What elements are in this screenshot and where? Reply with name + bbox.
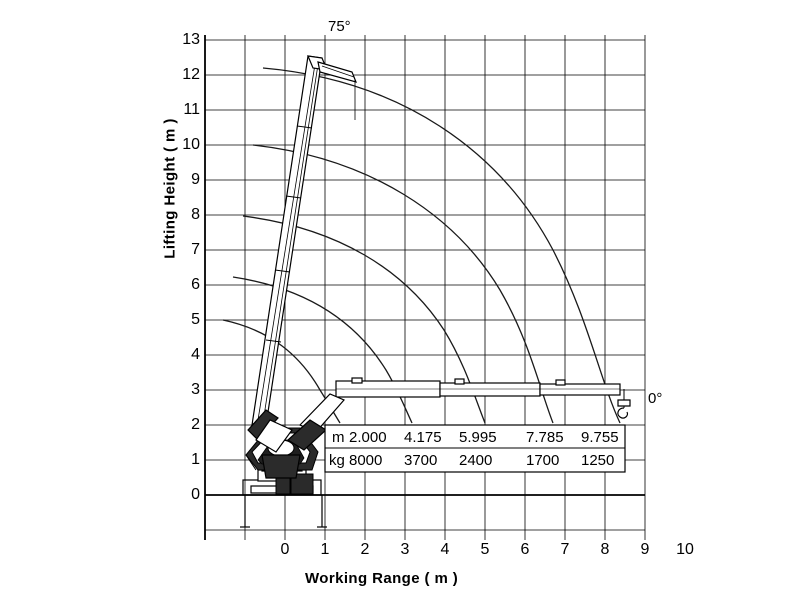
x-tick-2: 2 — [360, 541, 370, 558]
load-table-capacity-3: 2400 — [459, 452, 493, 469]
x-tick-5: 5 — [480, 541, 490, 558]
load-table-capacity-5: 1250 — [581, 452, 615, 469]
load-table-reach-2: 4.175 — [404, 429, 442, 446]
y-axis-title: Lifting Height ( m ) — [161, 118, 179, 259]
x-tick-10: 10 — [676, 541, 694, 558]
y-tick-2: 2 — [191, 416, 200, 433]
x-axis-title: Working Range ( m ) — [305, 570, 459, 587]
x-tick-8: 8 — [600, 541, 610, 558]
x-tick-3: 3 — [400, 541, 410, 558]
load-table-reach-1: 2.000 — [349, 429, 387, 446]
x-tick-7: 7 — [560, 541, 570, 558]
y-tick-11: 11 — [183, 101, 200, 118]
load-table-reach-5: 9.755 — [581, 429, 619, 446]
x-tick-6: 6 — [520, 541, 530, 558]
max-angle-label: 75° — [328, 18, 351, 35]
x-tick-4: 4 — [440, 541, 450, 558]
x-tick-1: 1 — [320, 541, 330, 558]
load-table-reach-4: 7.785 — [526, 429, 564, 446]
y-tick-7: 7 — [191, 241, 200, 258]
y-tick-3: 3 — [191, 381, 200, 398]
load-table-capacity-2: 3700 — [404, 452, 438, 469]
load-table-row-header-m: m — [332, 429, 345, 446]
load-table-reach-3: 5.995 — [459, 429, 497, 446]
load-table-row-header-kg: kg — [329, 452, 345, 469]
y-tick-1: 1 — [191, 451, 200, 468]
load-table-capacity-4: 1700 — [526, 452, 560, 469]
y-tick-13: 13 — [182, 31, 200, 48]
x-tick-9: 9 — [640, 541, 650, 558]
y-tick-9: 9 — [191, 171, 200, 188]
y-tick-0: 0 — [191, 486, 200, 503]
y-tick-12: 12 — [182, 66, 200, 83]
x-tick-0: 0 — [280, 541, 290, 558]
y-tick-6: 6 — [191, 276, 200, 293]
y-tick-4: 4 — [191, 346, 200, 363]
y-tick-10: 10 — [182, 136, 200, 153]
min-angle-label: 0° — [648, 390, 663, 407]
y-tick-8: 8 — [191, 206, 200, 223]
y-tick-5: 5 — [191, 311, 200, 328]
load-table-capacity-1: 8000 — [349, 452, 383, 469]
